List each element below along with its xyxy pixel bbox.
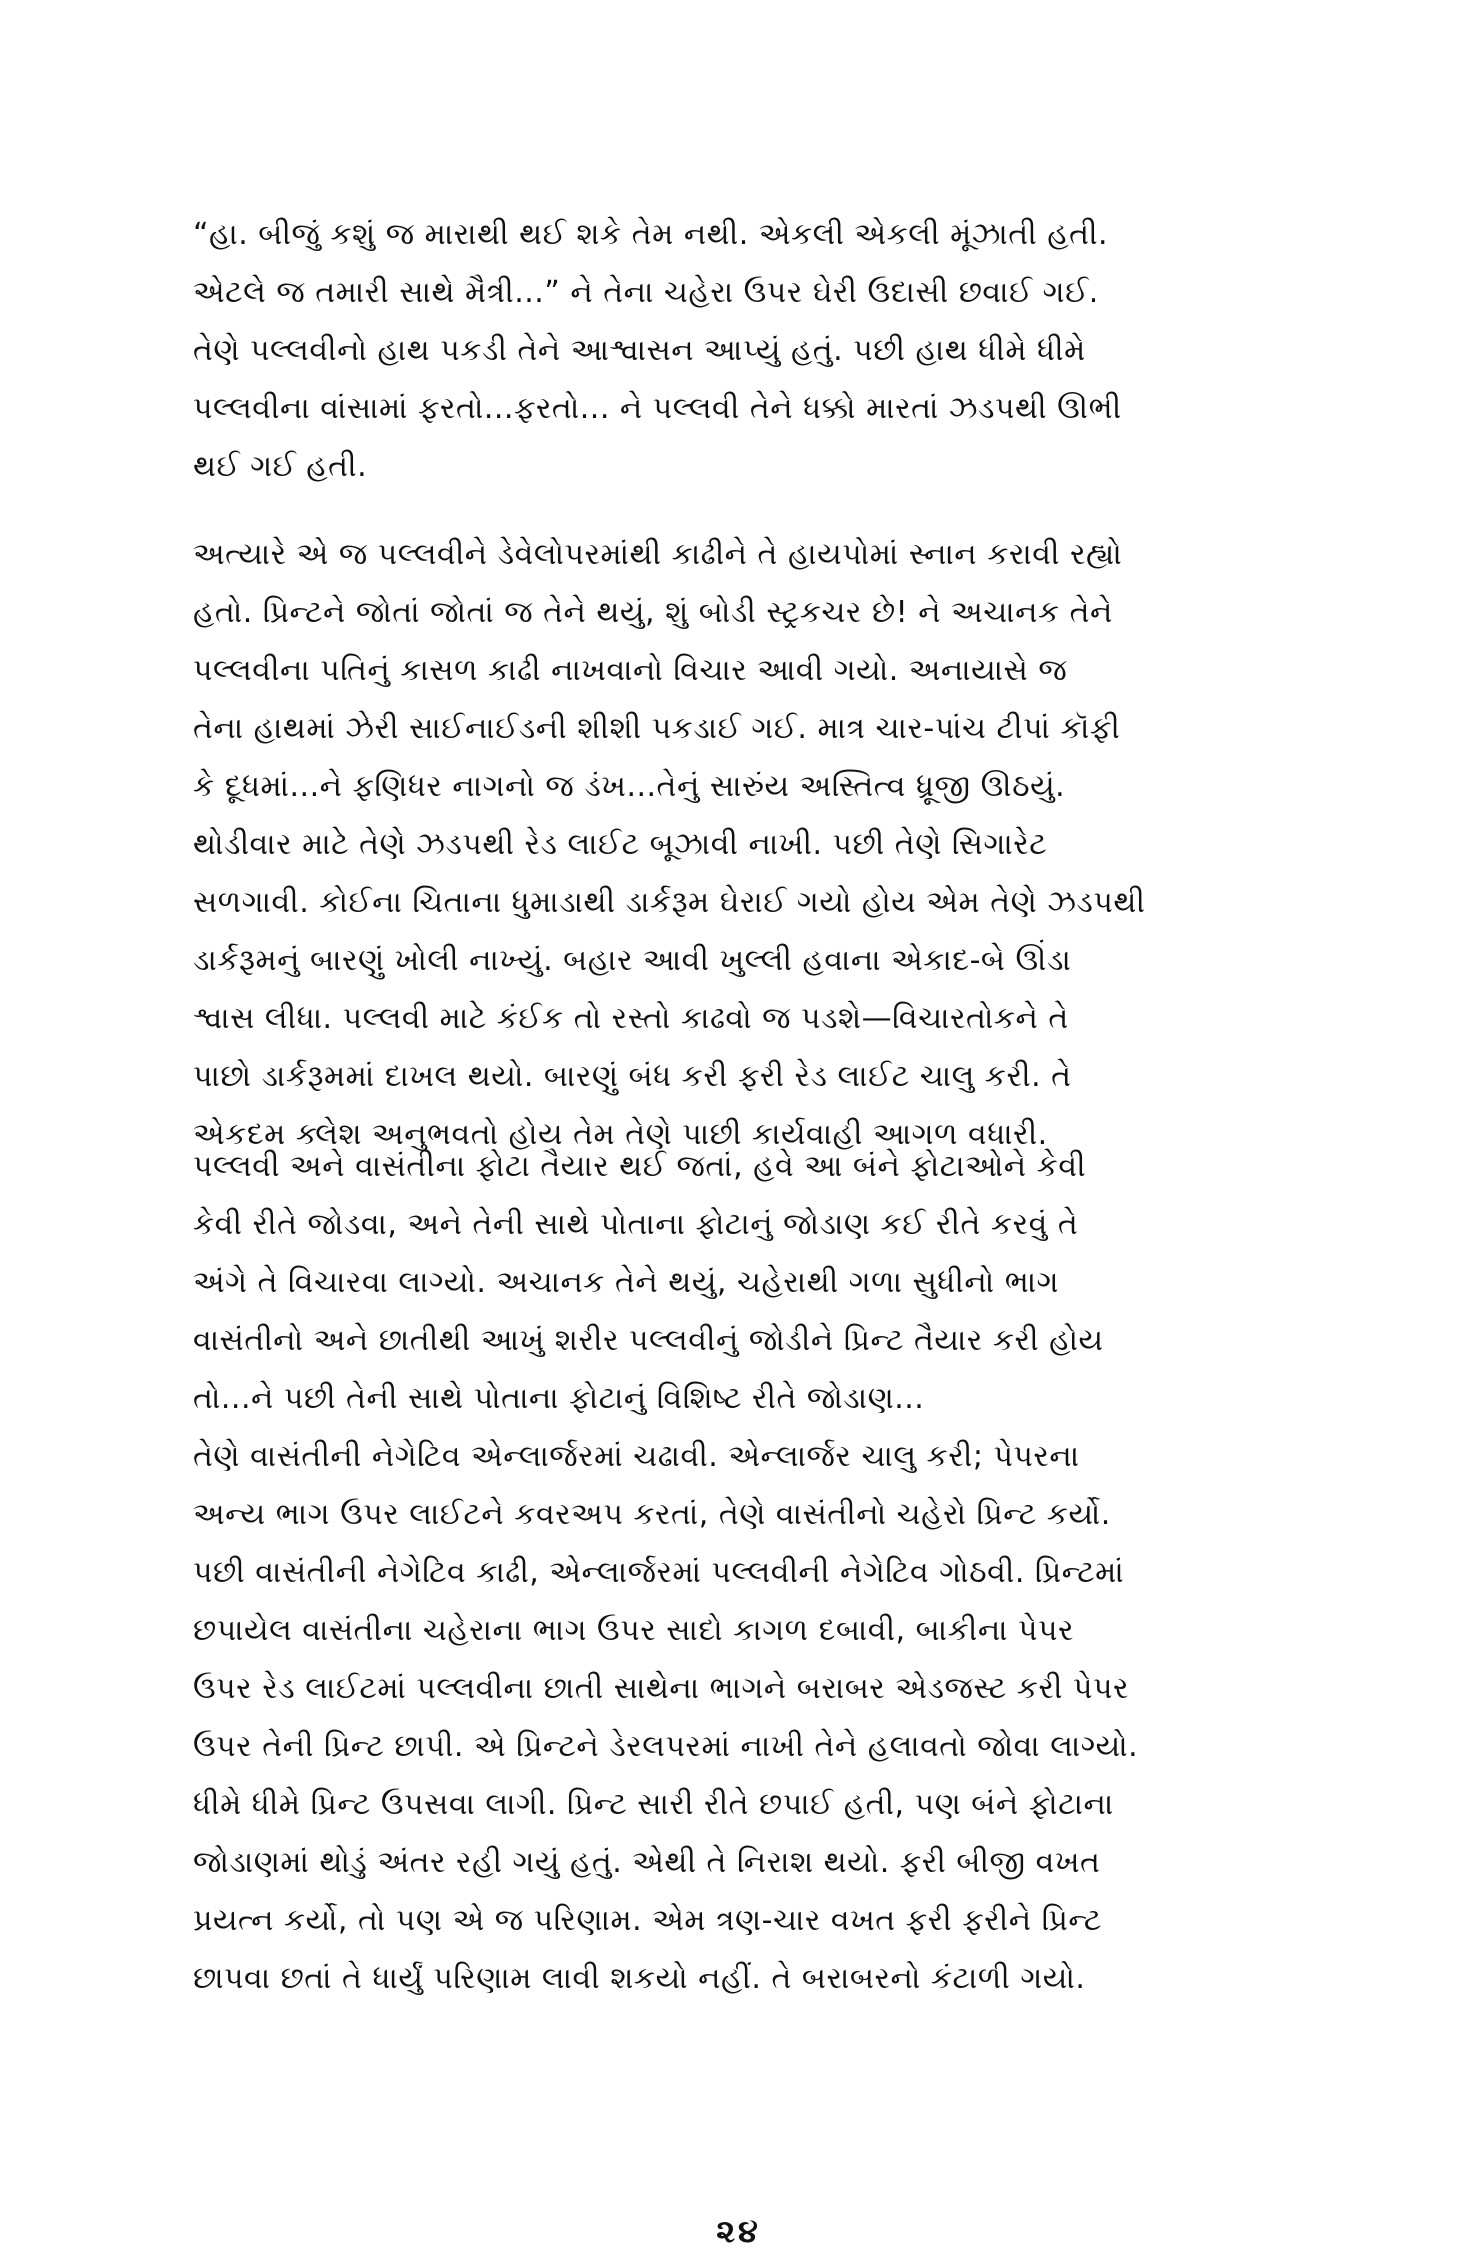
text-line: તો...ને પછી તેની સાથે પોતાના ફોટાનું વિશિષ્ટ રીતે જોડાણ... bbox=[193, 1381, 925, 1416]
text-line: સળગાવી. કોઈના ચિતાના ધુમાડાથી ડાર્કરૂમ ઘેરાઈ ગયો હોય એમ તેણે ઝડપથી bbox=[193, 885, 1146, 920]
text-line: ધીમે ધીમે પ્રિન્ટ ઉપસવા લાગી. પ્રિન્ટ સારી રીતે છપાઈ હતી, પણ બંને ફોટાના bbox=[193, 1787, 1114, 1822]
text-line: એટલે જ તમારી સાથે મૈત્રી...” ને તેના ચહેરા ઉપર ઘેરી ઉદાસી છવાઈ ગઈ. bbox=[193, 275, 1099, 310]
text-line: ઉપર તેની પ્રિન્ટ છાપી. એ પ્રિન્ટને ડેરલપરમાં નાખી તેને હલાવતો જોવા લાગ્યો. bbox=[193, 1729, 1139, 1764]
text-line: અન્ય ભાગ ઉપર લાઈટને કવરઅપ કરતાં, તેણે વાસંતીનો ચહેરો પ્રિન્ટ કર્યો. bbox=[193, 1497, 1111, 1532]
paragraph-1 bbox=[193, 206, 1278, 496]
text-line: ડાર્કરૂમનું બારણું ખોલી નાખ્યું. બહાર આવી ખુલ્લી હવાના એકાદ-બે ઊંડા bbox=[193, 943, 1072, 978]
text-line: “હા. બીજું કશું જ મારાથી થઈ શકે તેમ નથી. એકલી એકલી મૂંઝાતી હતી. bbox=[193, 217, 1109, 252]
text-line: પ્રયત્ન કર્યો, તો પણ એ જ પરિણામ. એમ ત્રણ-ચાર વખત ફરી ફરીને પ્રિન્ટ bbox=[193, 1903, 1102, 1938]
paragraph-2 bbox=[193, 526, 1278, 1164]
text-line: અત્યારે એ જ પલ્લવીને ડેવેલોપરમાંથી કાઢીને તે હાયપોમાં સ્નાન કરાવી રહ્યો bbox=[193, 537, 1123, 572]
text-line: થઈ ગઈ હતી. bbox=[193, 449, 368, 484]
text-line: તેણે પલ્લવીનો હાથ પકડી તેને આશ્વાસન આપ્યું હતું. પછી હાથ ધીમે ધીમે bbox=[193, 333, 1086, 368]
text-line: વાસંતીનો અને છાતીથી આખું શરીર પલ્લવીનું જોડીને પ્રિન્ટ તૈયાર કરી હોય bbox=[193, 1323, 1104, 1358]
text-line: શ્વાસ લીધા. પલ્લવી માટે કંઈક તો રસ્તો કાઢવો જ પડશે—વિચારતોકને તે bbox=[193, 1001, 1069, 1036]
paragraph-3 bbox=[193, 1138, 1278, 1428]
text-line: પલ્લવીના વાંસામાં ફરતો...ફરતો... ને પલ્લવી તેને ધક્કો મારતાં ઝડપથી ઊભી bbox=[193, 391, 1122, 426]
text-line: અંગે તે વિચારવા લાગ્યો. અચાનક તેને થયું, ચહેરાથી ગળા સુધીનો ભાગ bbox=[193, 1265, 1059, 1300]
text-line: છપાયેલ વાસંતીના ચહેરાના ભાગ ઉપર સાદો કાગળ દબાવી, બાકીના પેપર bbox=[193, 1613, 1075, 1648]
text-line: છાપવા છતાં તે ધાર્યું પરિણામ લાવી શકયો નહીં. તે બરાબરનો કંટાળી ગયો. bbox=[193, 1961, 1086, 1996]
text-line: પલ્લવીના પતિનું કાસળ કાઢી નાખવાનો વિચાર આવી ગયો. અનાયાસે જ bbox=[193, 653, 1068, 688]
text-line: પછી વાસંતીની નેગેટિવ કાઢી, એન્લાર્જરમાં પલ્લવીની નેગેટિવ ગોઠવી. પ્રિન્ટમાં bbox=[193, 1555, 1125, 1590]
text-line: થોડીવાર માટે તેણે ઝડપથી રેડ લાઈટ બૂઝાવી નાખી. પછી તેણે સિગારેટ bbox=[193, 827, 1048, 862]
text-line: પાછો ડાર્કરૂમમાં દાખલ થયો. બારણું બંધ કરી ફરી રેડ લાઈટ ચાલુ કરી. તે bbox=[193, 1059, 1072, 1094]
text-line: તેના હાથમાં ઝેરી સાઈનાઈડની શીશી પકડાઈ ગઈ. માત્ર ચાર-પાંચ ટીપાં કૉફી bbox=[193, 711, 1121, 746]
text-line: ઉપર રેડ લાઈટમાં પલ્લવીના છાતી સાથેના ભાગને બરાબર એડજસ્ટ કરી પેપર bbox=[193, 1671, 1129, 1706]
paragraph-4 bbox=[193, 1428, 1278, 2008]
text-line: કે દૂધમાં...ને ફણિધર નાગનો જ ડંખ...તેનું સારુંય અસ્તિત્વ ધ્રૂજી ઊઠયું. bbox=[193, 769, 1066, 804]
text-line: એકદમ ક્લેશ અનુભવતો હોય તેમ તેણે પાછી કાર્યવાહી આગળ વધારી. bbox=[193, 1117, 1048, 1152]
text-line: પલ્લવી અને વાસંતીના ફોટા તૈયાર થઈ જતાં, હવે આ બંને ફોટાઓને કેવી bbox=[193, 1149, 1087, 1184]
page-number: ૨૪ bbox=[716, 2212, 761, 2250]
text-line: જોડાણમાં થોડું અંતર રહી ગયું હતું. એથી તે નિરાશ થયો. ફરી બીજી વખત bbox=[193, 1845, 1101, 1880]
text-line: હતો. પ્રિન્ટને જોતાં જોતાં જ તેને થયું, શું બોડી સ્ટ્રકચર છે! ને અચાનક તેને bbox=[193, 595, 1113, 630]
text-line: કેવી રીતે જોડવા, અને તેની સાથે પોતાના ફોટાનું જોડાણ કઈ રીતે કરવું તે bbox=[193, 1207, 1079, 1242]
text-line: તેણે વાસંતીની નેગેટિવ એન્લાર્જરમાં ચઢાવી. એન્લાર્જર ચાલુ કરી; પેપરના bbox=[193, 1439, 1080, 1474]
